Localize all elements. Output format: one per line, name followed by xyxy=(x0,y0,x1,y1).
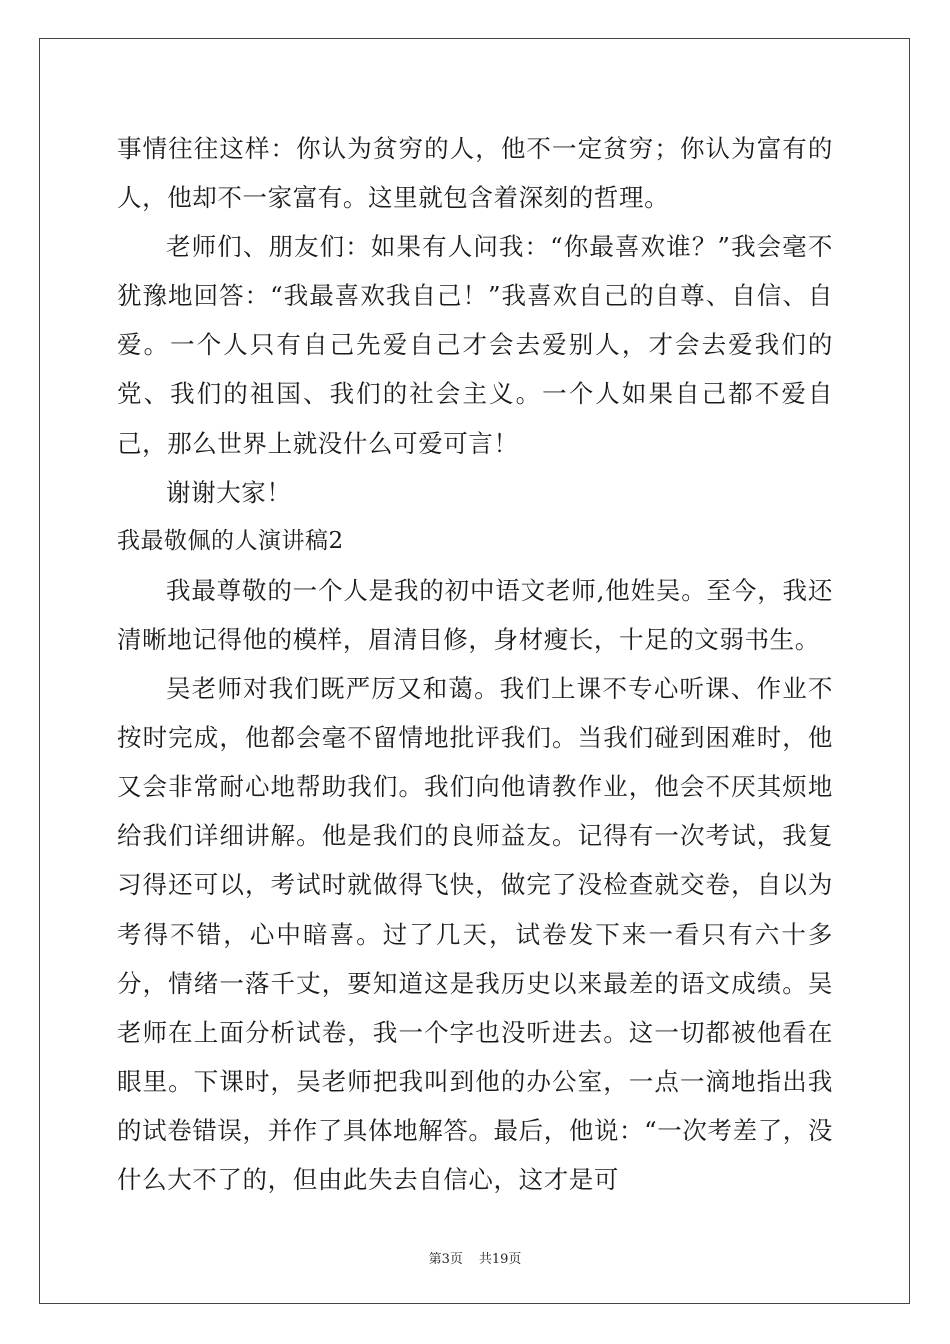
paragraph-4: 吴老师对我们既严厉又和蔼。我们上课不专心听课、作业不按时完成，他都会毫不留情地批评我们。当我们碰到困难时，他又会非常耐心地帮助我们。我们向他请教作业，他会不厌其烦地给我们详细讲解。他是我们的良师益友。记得有一次考试，我复习得还可以，考试时就做得飞快，做完了没检查就交卷，自以为考得不错，心中暗喜。过了几天，试卷发下来一看只有六十多分，情绪一落千丈，要知道这是我历史以来最差的语文成绩。吴老师在上面分析试卷，我一个字也没听进去。这一切都被他看在眼里。下课时，吴老师把我叫到他的办公室，一点一滴地指出我的试卷错误，并作了具体地解答。最后，他说：“一次考差了，没什么大不了的，但由此失去自信心，这才是可 xyxy=(117,674,833,1194)
paragraph-2: 老师们、朋友们：如果有人问我：“你最喜欢谁？”我会毫不犹豫地回答：“我最喜欢我自己！”我喜欢自己的自尊、自信、自爱。一个人只有自己先爱自己才会去爱别人，才会去爱我们的党、我们的祖国、我们的社会主义。一个人如果自己都不爱自己，那么世界上就没什么可爱可言！ xyxy=(117,232,833,458)
paragraph-thanks: 谢谢大家！ xyxy=(166,477,292,507)
page-number: 第3页 xyxy=(428,1252,463,1267)
paragraph-3: 我最尊敬的一个人是我的初中语文老师,他姓吴。至今，我还清晰地记得他的模样，眉清目修，身材瘦长，十足的文弱书生。 xyxy=(117,575,833,654)
page-total: 共19页 xyxy=(478,1252,522,1267)
document-body xyxy=(117,124,833,1204)
section-title: 我最敬佩的人演讲稿2 xyxy=(117,527,344,554)
page-footer xyxy=(0,1248,950,1267)
paragraph-1: 事情往往这样：你认为贫穷的人，他不一定贫穷；你认为富有的人，他却不一家富有。这里就包含着深刻的哲理。 xyxy=(117,134,833,213)
